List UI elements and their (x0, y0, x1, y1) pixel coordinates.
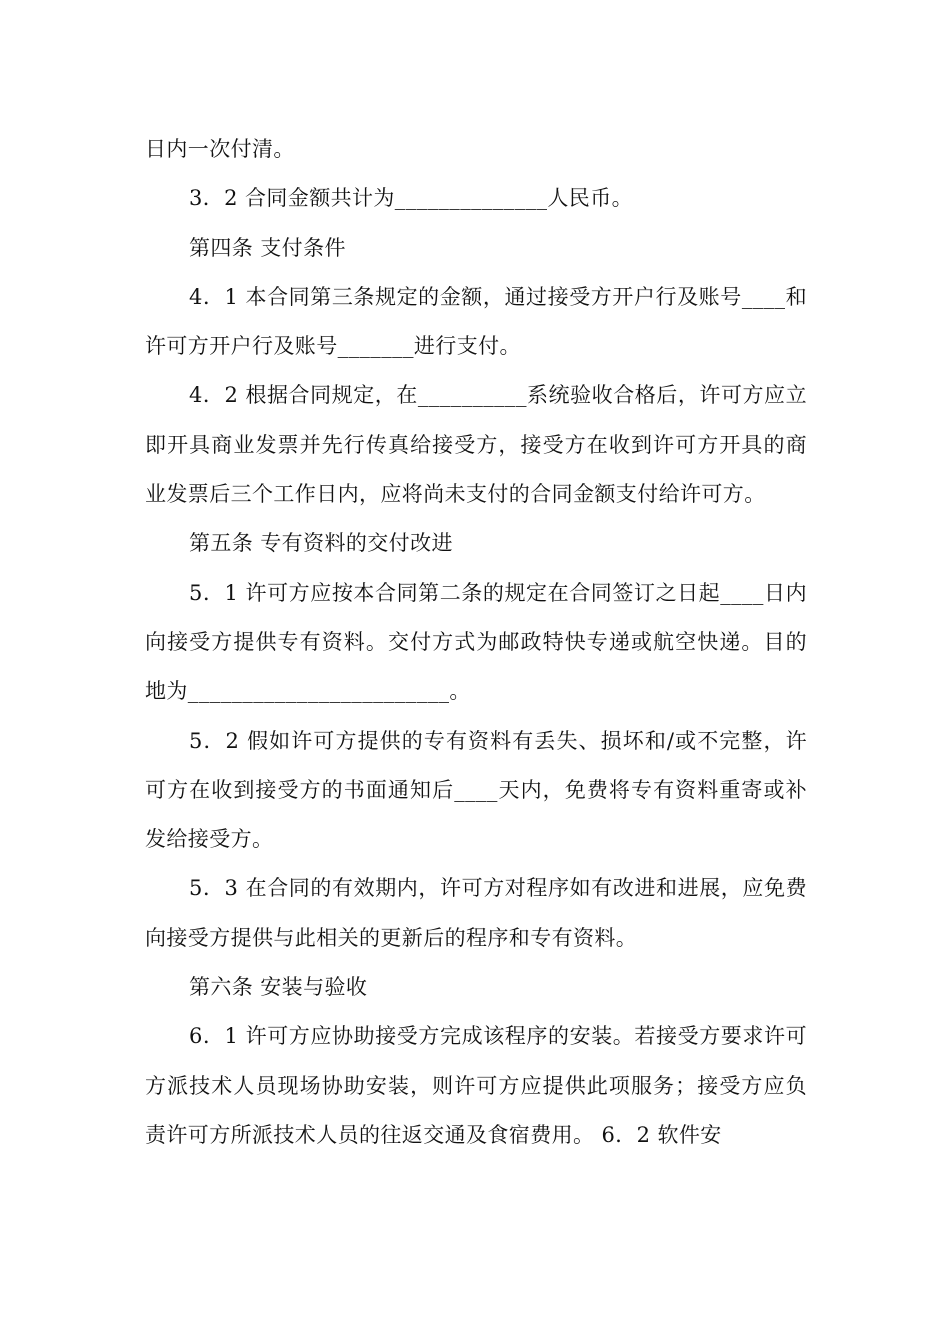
paragraph-8: 5．3 在合同的有效期内，许可方对程序如有改进和进展，应免费向接受方提供与此相关的更新后的程序和专有资料。 (145, 876, 807, 950)
paragraph-1: 3．2 合同金额共计为______________人民币。 (189, 186, 633, 211)
section-heading-6: 第六条 安装与验收 (189, 975, 368, 1000)
paragraph-10: 6．1 许可方应协助接受方完成该程序的安装。若接受方要求许可方派技术人员现场协助安装，则许可方应提供此项服务；接受方应负责许可方所派技术人员的往返交通及食宿费用。 6．2 软件安 (145, 1024, 807, 1147)
paragraph-4: 4．2 根据合同规定，在__________系统验收合格后，许可方应立即开具商业发票并先行传真给接受方，接受方在收到许可方开具的商业发票后三个工作日内，应将尚未支付的合同金额支付给许可方。 (145, 383, 807, 507)
paragraph-3: 4．1 本合同第三条规定的金额，通过接受方开户行及账号____和许可方开户行及账号_______进行支付。 (145, 284, 807, 359)
paragraph-7: 5．2 假如许可方提供的专有资料有丢失、损坏和/或不完整，许可方在收到接受方的书面通知后____天内，免费将专有资料重寄或补发给接受方。 (145, 728, 807, 852)
section-heading-4: 第四条 支付条件 (189, 235, 346, 260)
paragraph-0: 日内一次付清。 (145, 137, 295, 161)
section-heading-5: 第五条 专有资料的交付改进 (189, 531, 453, 556)
paragraph-6: 5．1 许可方应按本合同第二条的规定在合同签订之日起____日内向接受方提供专有资料。交付方式为邮政特快专递或航空快递。目的地为________________________。 (145, 580, 807, 704)
document-body (145, 125, 807, 1160)
